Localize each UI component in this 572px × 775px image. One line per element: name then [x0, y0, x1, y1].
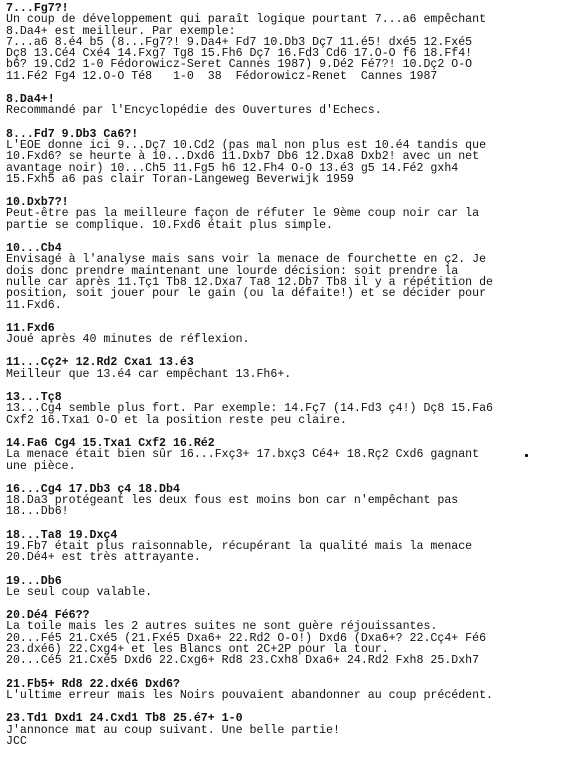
- comment-line: 18.Da3 protégeant les deux fous est moins bon car n'empêchant pas: [6, 494, 459, 508]
- comment-line: 11.Fé2 Fg4 12.O-O Té8 1-0 38 Fédorowicz-Renet Cannes 1987: [6, 69, 438, 83]
- annotation-entry: [6, 197, 568, 231]
- comment-line: partie se complique. 10.Fxd6 était plus simple.: [6, 218, 333, 232]
- comment-line: une pièce.: [6, 459, 76, 473]
- move-heading: 21.Fb5+ Rd8 22.dxé6 Dxd6?: [6, 677, 180, 691]
- comment-line: L'ultime erreur mais les Noirs pouvaient abandonner au coup précédent.: [6, 688, 494, 702]
- annotation-entry: [6, 357, 568, 380]
- comment-line: avantage noir) 10...Ch5 11.Fg5 h6 12.Fh4 O-O 13.é3 g5 14.Fé2 gxh4: [6, 161, 459, 175]
- comment-line: 7...a6 8.é4 b5 (8...Fg7?! 9.Da4+ Fd7 10.Db3 Dç7 11.é5! dxé5 12.Fxé5: [6, 35, 473, 49]
- move-heading: 8.Da4+!: [6, 93, 55, 107]
- annotation-entry: [6, 3, 568, 82]
- signature-line: JCC: [6, 734, 27, 748]
- comment-line: 20.Dé4+ est très attrayante.: [6, 551, 201, 565]
- move-heading: 23.Td1 Dxd1 24.Cxd1 Tb8 25.é7+ 1-0: [6, 712, 243, 726]
- comment-line: 23.dxé6) 22.Cxg4+ et les Blancs ont 2C+2P pour la tour.: [6, 643, 389, 657]
- annotation-entry: [6, 392, 568, 426]
- comment-line: Recommandé par l'Encyclopédie des Ouvertures d'Echecs.: [6, 104, 382, 118]
- comment-line: 15.Fxh5 a6 pas clair Toran-Langeweg Beverwijk 1959: [6, 172, 354, 186]
- comment-line: 19.Fb7 était plus raisonnable, récupérant la qualité mais la menace: [6, 539, 473, 553]
- scan-speck: [525, 454, 528, 457]
- annotation-entry: [6, 243, 568, 311]
- comment-line: J'annonce mat au coup suivant. Une belle partie!: [6, 723, 340, 737]
- move-heading: 19...Db6: [6, 574, 62, 588]
- comment-line: 11.Fxd6.: [6, 298, 62, 312]
- move-heading: 10.Dxb7?!: [6, 196, 69, 210]
- annotation-entry: [6, 576, 568, 599]
- comment-line: L'EOE donne ici 9...Dç7 10.Cd2 (pas mal non plus est 10.é4 tandis que: [6, 138, 487, 152]
- comment-line: 10.Fxd6? se heurte à 10...Dxd6 11.Dxb7 Db6 12.Dxa8 Dxb2! avec un net: [6, 150, 480, 164]
- comment-line: 18...Db6!: [6, 505, 69, 519]
- comment-line: La toile mais les 2 autres suites ne sont guère réjouissantes.: [6, 620, 438, 634]
- comment-line: position, soit jouer pour le gain (ou la défaite!) et se décider pour: [6, 287, 487, 301]
- comment-line: Peut-être pas la meilleure façon de réfuter le 9ème coup noir car la: [6, 207, 480, 221]
- annotation-entry: [6, 610, 568, 666]
- comment-line: dois donc prendre maintenant une lourde décision: soit prendre la: [6, 264, 459, 278]
- move-heading: 20.Dé4 Fé6??: [6, 609, 90, 623]
- comment-line: Joué après 40 minutes de réflexion.: [6, 333, 250, 347]
- move-heading: 11.Fxd6: [6, 321, 55, 335]
- move-heading: 10...Cb4: [6, 242, 62, 256]
- comment-line: Dç8 13.Cé4 Cxé4 14.Fxg7 Tg8 15.Fh6 Dç7 16.Fd3 Cd6 17.O-O f6 18.Ff4!: [6, 47, 473, 61]
- annotated-game-document: [6, 3, 568, 759]
- annotation-entry: [6, 438, 568, 472]
- annotation-entry: [6, 94, 568, 117]
- annotation-entry: [6, 713, 568, 747]
- comment-line: 8.Da4+ est meilleur. Par exemple:: [6, 24, 236, 38]
- comment-line: nulle car après 11.Tç1 Tb8 12.Dxa7 Ta8 12.Db7 Tb8 il y a répétition de: [6, 275, 494, 289]
- move-heading: 16...Cg4 17.Db3 ç4 18.Db4: [6, 482, 180, 496]
- move-heading: 8...Fd7 9.Db3 Ca6?!: [6, 127, 139, 141]
- move-heading: 13...Tç8: [6, 391, 62, 405]
- move-heading: 7...Fg7?!: [6, 2, 69, 15]
- comment-line: Le seul coup valable.: [6, 585, 153, 599]
- comment-line: Meilleur que 13.é4 car empêchant 13.Fh6+.: [6, 367, 292, 381]
- comment-line: Un coup de développement qui paraît logique pourtant 7...a6 empêchant: [6, 13, 487, 27]
- annotation-entry: [6, 484, 568, 518]
- comment-line: b6? 19.Cd2 1-0 Fédorowicz-Seret Cannes 1987) 9.Dé2 Fé7?! 10.Dç2 O-O: [6, 58, 473, 72]
- move-heading: 18...Ta8 19.Dxç4: [6, 528, 118, 542]
- comment-line: Envisagé à l'analyse mais sans voir la menace de fourchette en ç2. Je: [6, 253, 487, 267]
- comment-line: 20...Fé5 21.Cxé5 (21.Fxé5 Dxa6+ 22.Rd2 O-O!) Dxd6 (Dxa6+? 22.Cç4+ Fé6: [6, 631, 487, 645]
- annotation-entry: [6, 530, 568, 564]
- comment-line: 13...Cg4 semble plus fort. Par exemple: 14.Fç7 (14.Fd3 ç4!) Dç8 15.Fa6: [6, 402, 494, 416]
- comment-line: Cxf2 16.Txa1 O-O et la position reste peu claire.: [6, 413, 347, 427]
- annotation-entry: [6, 323, 568, 346]
- move-heading: 11...Cç2+ 12.Rd2 Cxa1 13.é3: [6, 356, 194, 370]
- comment-line: La menace était bien sûr 16...Fxç3+ 17.bxç3 Cé4+ 18.Rç2 Cxd6 gagnant: [6, 448, 480, 462]
- annotation-entry: [6, 679, 568, 702]
- annotation-entry: [6, 129, 568, 185]
- comment-line: 20...Cé5 21.Cxé5 Dxd6 22.Cxg6+ Rd8 23.Cxh8 Dxa6+ 24.Rd2 Fxh8 25.Dxh7: [6, 654, 480, 668]
- move-heading: 14.Fa6 Cg4 15.Txa1 Cxf2 16.Ré2: [6, 436, 215, 450]
